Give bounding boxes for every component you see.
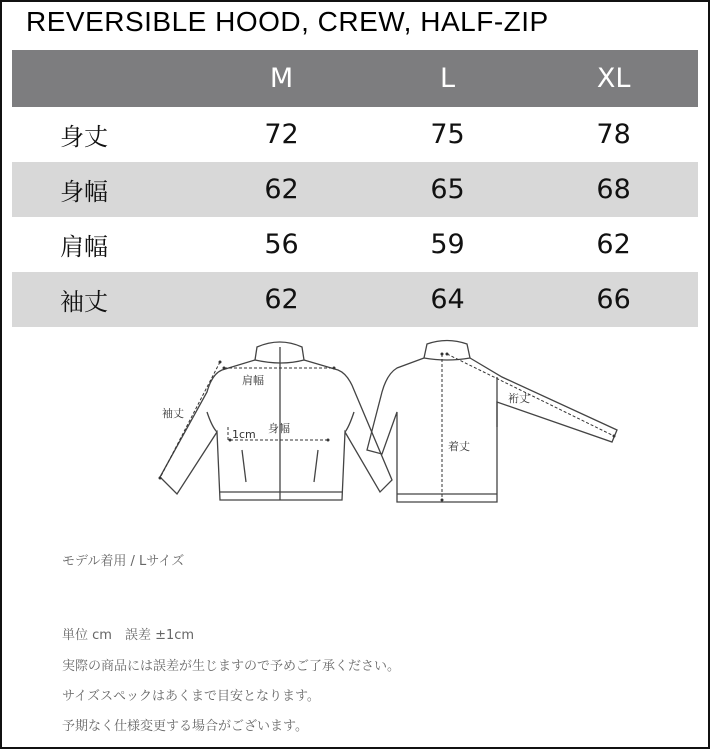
row-label: 身丈 <box>60 123 108 151</box>
table-row <box>12 107 698 162</box>
table-cell: 62 <box>264 174 299 205</box>
page-title: REVERSIBLE HOOD, CREW, HALF-ZIP <box>26 6 549 37</box>
row-label: 身幅 <box>60 178 108 206</box>
table-row <box>12 217 698 272</box>
table-cell: 66 <box>596 284 631 315</box>
table-cell: 64 <box>430 284 465 315</box>
diagram-label-length: 着丈 <box>448 440 470 453</box>
header-size-m: M <box>269 63 294 94</box>
note-guideline: サイズスペックはあくまで目安となります。 <box>62 689 320 704</box>
row-label: 袖丈 <box>60 288 108 316</box>
note-variance: 実際の商品には誤差が生じますので予めご了承ください。 <box>62 659 401 674</box>
garment-measurement-diagram <box>142 332 642 522</box>
table-row <box>12 162 698 217</box>
diagram-label-sleeve: 袖丈 <box>162 407 184 420</box>
back-measurement-lines <box>442 354 614 500</box>
diagram-label-shoulder: 肩幅 <box>242 374 264 387</box>
table-cell: 59 <box>430 229 465 260</box>
table-cell: 62 <box>264 284 299 315</box>
row-label: 肩幅 <box>60 233 108 261</box>
diagram-label-width: 身幅 <box>268 422 290 435</box>
table-cell: 72 <box>264 119 299 150</box>
note-unit-tolerance: 単位 cm 誤差 ±1cm <box>62 628 195 643</box>
table-cell: 62 <box>596 229 631 260</box>
header-size-l: L <box>440 63 456 94</box>
table-cell: 75 <box>430 119 465 150</box>
size-table <box>12 50 698 327</box>
note-spec-change: 予期なく仕様変更する場合がございます。 <box>62 719 308 734</box>
model-size-note: モデル着用 / Lサイズ <box>62 554 185 569</box>
table-cell: 56 <box>264 229 299 260</box>
table-cell: 65 <box>430 174 465 205</box>
size-header-row <box>12 50 698 107</box>
table-row <box>12 272 698 327</box>
diagram-label-yuki: 裄丈 <box>508 392 530 405</box>
table-cell: 68 <box>596 174 631 205</box>
table-cell: 78 <box>596 119 631 150</box>
header-size-xl: XL <box>596 63 631 94</box>
jacket-front-illustration <box>160 342 392 500</box>
jacket-back-illustration <box>367 341 617 503</box>
diagram-label-one-cm: 1cm <box>232 428 256 441</box>
header-empty <box>12 50 197 107</box>
